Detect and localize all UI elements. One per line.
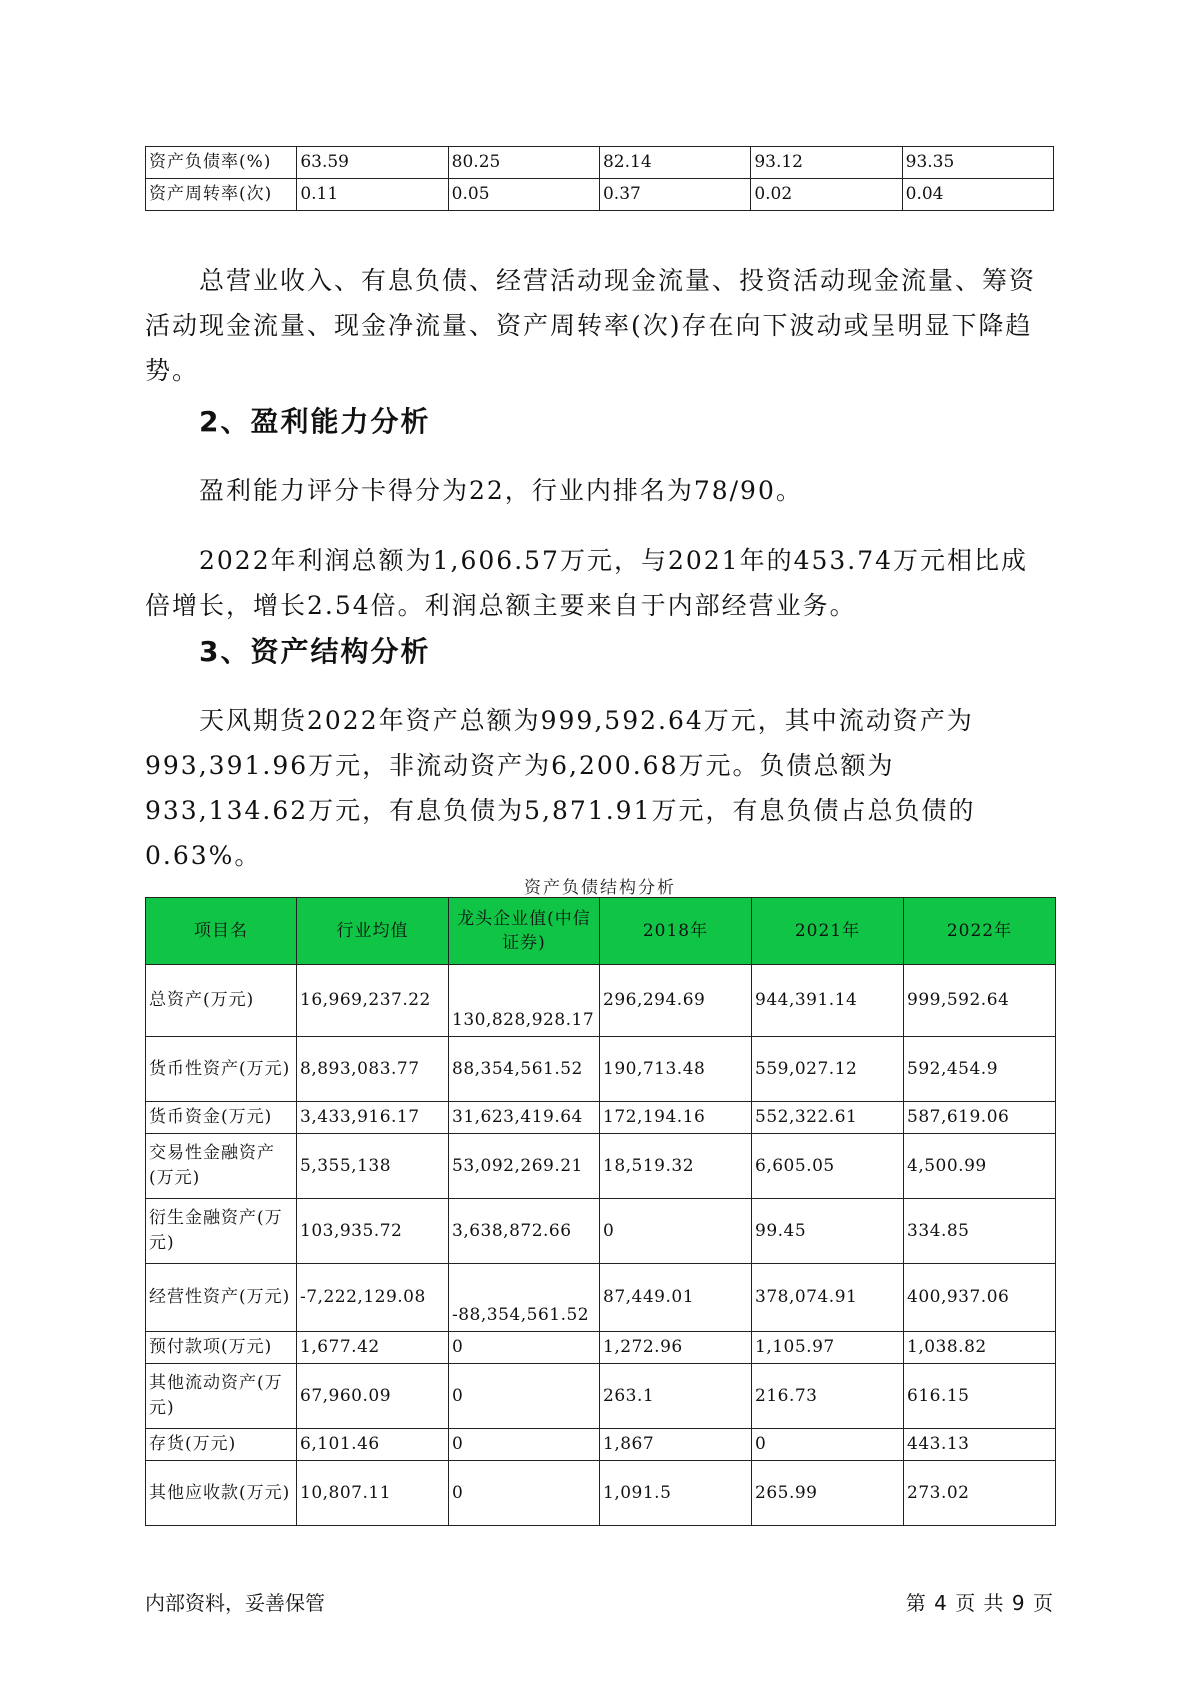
table-cell: 265.99 <box>752 1461 904 1526</box>
table-cell: 559,027.12 <box>752 1037 904 1102</box>
asset-liability-structure-table <box>145 897 1056 1526</box>
table-cell: 172,194.16 <box>600 1102 752 1134</box>
table-cell: 93.35 <box>902 147 1053 179</box>
row-label: 资产周转率(次) <box>146 179 297 211</box>
table-cell: -7,222,129.08 <box>297 1264 449 1332</box>
table-cell: 0 <box>449 1332 600 1364</box>
table-header-row <box>146 898 1056 965</box>
table-cell: 8,893,083.77 <box>297 1037 449 1102</box>
section-heading-profitability: 2、盈利能力分析 <box>199 405 431 438</box>
table-cell: 999,592.64 <box>904 965 1056 1037</box>
table-cell: 296,294.69 <box>600 965 752 1037</box>
table-cell: 0 <box>752 1429 904 1461</box>
row-label: 预付款项(万元) <box>146 1332 297 1364</box>
table-cell: 190,713.48 <box>600 1037 752 1102</box>
table-cell: 3,638,872.66 <box>449 1199 600 1264</box>
table-row <box>146 1364 1056 1429</box>
table-cell: 0 <box>449 1364 600 1429</box>
table-cell: 82.14 <box>599 147 750 179</box>
table-cell: 378,074.91 <box>752 1264 904 1332</box>
table-caption: 资产负债结构分析 <box>524 878 676 898</box>
table-cell: 1,105.97 <box>752 1332 904 1364</box>
profit-score-paragraph: 盈利能力评分卡得分为22，行业内排名为78/90。 <box>199 476 803 505</box>
profit-total-paragraph: 2022年利润总额为1,606.57万元，与2021年的453.74万元相比成倍增长，增长2.54倍。利润总额主要来自于内部经营业务。 <box>145 546 1029 620</box>
row-label: 经营性资产(万元) <box>146 1264 297 1332</box>
table-cell: 1,038.82 <box>904 1332 1056 1364</box>
table-cell: 0 <box>449 1461 600 1526</box>
table-cell: 0.02 <box>751 179 902 211</box>
table-cell: 616.15 <box>904 1364 1056 1429</box>
table-cell: 0 <box>600 1199 752 1264</box>
table-row <box>146 147 1054 179</box>
table-cell: 67,960.09 <box>297 1364 449 1429</box>
table-row <box>146 1332 1056 1364</box>
table-row <box>146 1134 1056 1199</box>
table-cell: 587,619.06 <box>904 1102 1056 1134</box>
table-cell: 4,500.99 <box>904 1134 1056 1199</box>
table-row <box>146 1461 1056 1526</box>
table-cell: 0.05 <box>448 179 599 211</box>
row-label: 交易性金融资产(万元) <box>146 1134 297 1199</box>
column-header: 行业均值 <box>297 898 449 965</box>
table-row <box>146 1264 1056 1332</box>
table-cell: 93.12 <box>751 147 902 179</box>
footer-confidential-note: 内部资料，妥善保管 <box>145 1591 325 1615</box>
table-cell: 103,935.72 <box>297 1199 449 1264</box>
table-row <box>146 1102 1056 1134</box>
column-header: 龙头企业值(中信证券) <box>449 898 600 965</box>
table-cell: 18,519.32 <box>600 1134 752 1199</box>
table-cell: 6,605.05 <box>752 1134 904 1199</box>
table-row <box>146 179 1054 211</box>
table-cell: 944,391.14 <box>752 965 904 1037</box>
table-row <box>146 1429 1056 1461</box>
table-row <box>146 1199 1056 1264</box>
row-label: 其他应收款(万元) <box>146 1461 297 1526</box>
table-cell: 0.37 <box>599 179 750 211</box>
table-cell: 216.73 <box>752 1364 904 1429</box>
table-cell: 53,092,269.21 <box>449 1134 600 1199</box>
table-cell: 6,101.46 <box>297 1429 449 1461</box>
table-cell: 0 <box>449 1429 600 1461</box>
table-cell: 1,272.96 <box>600 1332 752 1364</box>
table-cell: 334.85 <box>904 1199 1056 1264</box>
table-cell: 130,828,928.17 <box>449 965 600 1037</box>
table-cell: 400,937.06 <box>904 1264 1056 1332</box>
table-cell: 10,807.11 <box>297 1461 449 1526</box>
table-cell: 63.59 <box>297 147 448 179</box>
column-header: 2018年 <box>600 898 752 965</box>
row-label: 货币资金(万元) <box>146 1102 297 1134</box>
table-cell: 552,322.61 <box>752 1102 904 1134</box>
page-number: 第 4 页 共 9 页 <box>905 1591 1054 1615</box>
column-header: 项目名 <box>146 898 297 965</box>
table-cell: 0.11 <box>297 179 448 211</box>
table-cell: 99.45 <box>752 1199 904 1264</box>
table-cell: 16,969,237.22 <box>297 965 449 1037</box>
table-cell: 87,449.01 <box>600 1264 752 1332</box>
row-label: 存货(万元) <box>146 1429 297 1461</box>
table-cell: 80.25 <box>448 147 599 179</box>
table-cell: 3,433,916.17 <box>297 1102 449 1134</box>
column-header: 2022年 <box>904 898 1056 965</box>
table-cell: 1,867 <box>600 1429 752 1461</box>
table-cell: 273.02 <box>904 1461 1056 1526</box>
table-cell: 1,677.42 <box>297 1332 449 1364</box>
table-cell: 263.1 <box>600 1364 752 1429</box>
asset-summary-paragraph: 天风期货2022年资产总额为999,592.64万元，其中流动资产为993,391.96万元，非流动资产为6,200.68万元。负债总额为933,134.62万元，有息负债为5,871.91万元，有息负债占总负债的0.63%。 <box>145 706 976 870</box>
table-cell: 0.04 <box>902 179 1053 211</box>
row-label: 衍生金融资产(万元) <box>146 1199 297 1264</box>
financial-ratio-table <box>145 146 1054 211</box>
table-row <box>146 965 1056 1037</box>
column-header: 2021年 <box>752 898 904 965</box>
table-cell: 592,454.9 <box>904 1037 1056 1102</box>
row-label: 其他流动资产(万元) <box>146 1364 297 1429</box>
table-cell: 88,354,561.52 <box>449 1037 600 1102</box>
table-cell: 5,355,138 <box>297 1134 449 1199</box>
trend-paragraph: 总营业收入、有息负债、经营活动现金流量、投资活动现金流量、筹资活动现金流量、现金净流量、资产周转率(次)存在向下波动或呈明显下降趋势。 <box>145 266 1037 385</box>
section-heading-asset-structure: 3、资产结构分析 <box>199 635 431 668</box>
table-cell: 443.13 <box>904 1429 1056 1461</box>
row-label: 总资产(万元) <box>146 965 297 1037</box>
table-cell: -88,354,561.52 <box>449 1264 600 1332</box>
table-row <box>146 1037 1056 1102</box>
row-label: 资产负债率(%) <box>146 147 297 179</box>
table-cell: 31,623,419.64 <box>449 1102 600 1134</box>
table-cell: 1,091.5 <box>600 1461 752 1526</box>
row-label: 货币性资产(万元) <box>146 1037 297 1102</box>
